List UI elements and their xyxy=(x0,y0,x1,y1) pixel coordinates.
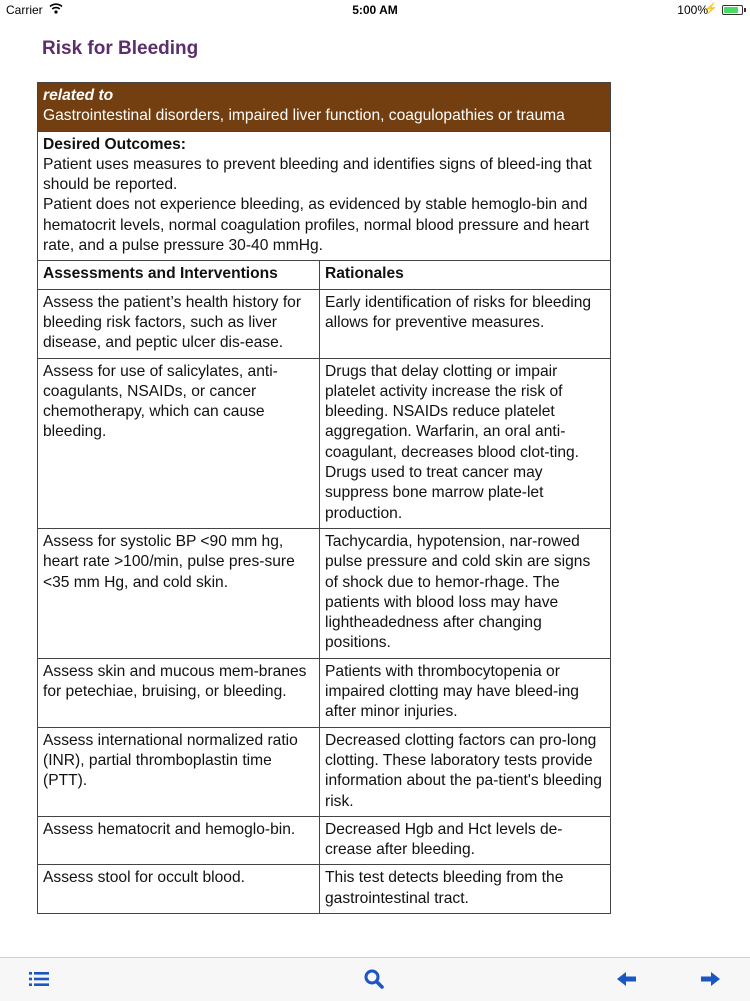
care-plan-table xyxy=(37,82,611,914)
related-text: Gastrointestinal disorders, impaired liver function, coagulopathies or trauma xyxy=(43,107,565,125)
carrier-label: Carrier xyxy=(6,3,43,17)
battery-icon xyxy=(722,5,743,15)
status-bar xyxy=(0,0,750,22)
column-header-interventions: Assessments and Interventions xyxy=(38,261,320,289)
column-header-rationales: Rationales xyxy=(320,261,611,289)
intervention-cell: Assess for use of salicylates, anti-coagulants, NSAIDs, or cancer chemotherapy, which can cause bleeding. xyxy=(38,358,320,528)
intervention-cell: Assess international normalized ratio (INR), partial thromboplastin time (PTT). xyxy=(38,727,320,816)
outcomes-cell xyxy=(38,131,611,261)
table-row xyxy=(38,865,611,914)
care-plan-content[interactable] xyxy=(37,82,611,957)
column-header-row xyxy=(38,261,611,289)
outcome-line: Patient uses measures to prevent bleeding and identifies signs of bleed-ing that should be reported. xyxy=(43,155,592,194)
table-row xyxy=(38,358,611,528)
outcomes-row xyxy=(38,131,611,261)
list-icon[interactable] xyxy=(27,967,51,991)
intervention-cell: Assess the patient’s health history for bleeding risk factors, such as liver disease, and peptic ulcer dis-ease. xyxy=(38,289,320,358)
rationale-cell: Decreased clotting factors can pro-long clotting. These laboratory tests provide information about the pa-tient's bleeding risk. xyxy=(320,727,611,816)
intervention-cell: Assess skin and mucous mem-branes for petechiae, bruising, or bleeding. xyxy=(38,658,320,727)
table-row xyxy=(38,528,611,658)
outcome-line: Patient does not experience bleeding, as evidenced by stable hemoglo-bin and hematocrit levels, normal coagulation profiles, normal blood pressure and heart rate, and a pulse pressure 30-40 mmHg. xyxy=(43,196,590,255)
arrow-left-icon[interactable] xyxy=(615,967,639,991)
table-row xyxy=(38,816,611,865)
rationale-cell: Patients with thrombocytopenia or impaired clotting may have bleed-ing after minor injuries. xyxy=(320,658,611,727)
table-row xyxy=(38,289,611,358)
intervention-cell: Assess for systolic BP <90 mm hg, heart rate >100/min, pulse pres-sure <35 mm Hg, and cold skin. xyxy=(38,528,320,658)
bottom-toolbar xyxy=(0,957,750,1001)
rationale-cell: Decreased Hgb and Hct levels de-crease after bleeding. xyxy=(320,816,611,865)
charging-icon: ⚡ xyxy=(704,3,718,15)
search-icon[interactable] xyxy=(362,967,386,991)
table-row xyxy=(38,658,611,727)
battery-percent: 100% xyxy=(677,3,708,17)
related-label: related to xyxy=(43,87,114,104)
intervention-cell: Assess stool for occult blood. xyxy=(38,865,320,914)
page-title: Risk for Bleeding xyxy=(42,38,199,59)
related-row xyxy=(38,83,611,132)
rationale-cell: This test detects bleeding from the gastrointestinal tract. xyxy=(320,865,611,914)
intervention-cell: Assess hematocrit and hemoglo-bin. xyxy=(38,816,320,865)
related-cell xyxy=(38,83,611,132)
clock: 5:00 AM xyxy=(352,3,398,17)
outcomes-heading: Desired Outcomes: xyxy=(43,135,186,153)
rationale-cell: Early identification of risks for bleeding allows for preventive measures. xyxy=(320,289,611,358)
arrow-right-icon[interactable] xyxy=(698,967,722,991)
rationale-cell: Drugs that delay clotting or impair platelet activity increase the risk of bleeding. NSAIDs reduce platelet aggregation. Warfarin, an oral anti-coagulant, decreases blood clot-ting. Drugs used to treat cancer may suppress bone marrow plate-let production. xyxy=(320,358,611,528)
rationale-cell: Tachycardia, hypotension, nar-rowed pulse pressure and cold skin are signs of shock due to hemor-rhage. The patients with blood loss may have lightheadedness after changing positions. xyxy=(320,528,611,658)
table-row xyxy=(38,727,611,816)
